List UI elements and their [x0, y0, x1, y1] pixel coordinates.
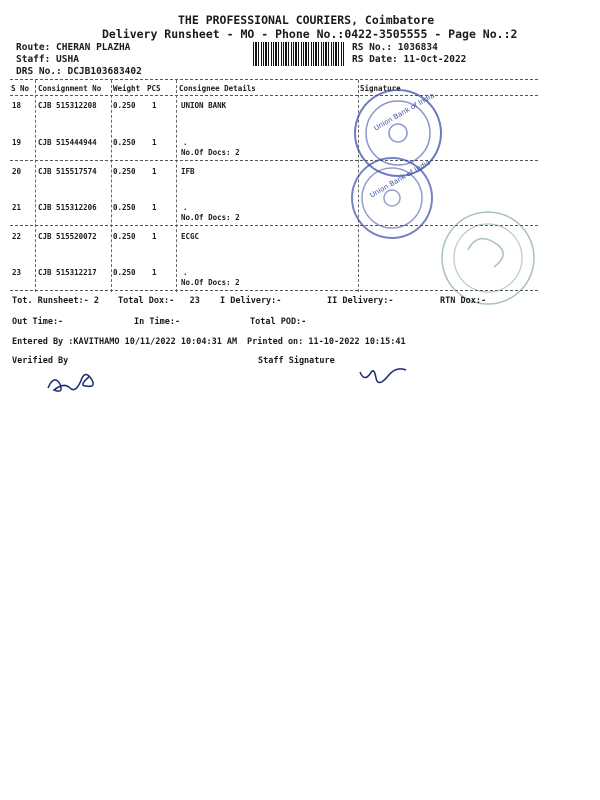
col-header-pcs: PCS: [147, 84, 161, 93]
row-docs: No.Of Docs: 2: [181, 148, 240, 157]
total-runsheet: Tot. Runsheet:- 2: [12, 296, 99, 306]
row-sno: 19: [12, 138, 22, 147]
out-time: Out Time:-: [12, 317, 64, 327]
row-consignee: .: [183, 268, 188, 277]
row-weight: 0.250: [113, 167, 136, 176]
staff-signature-label: Staff Signature: [258, 356, 335, 366]
row-docs: No.Of Docs: 2: [181, 213, 240, 222]
ii-delivery: II Delivery:-: [327, 296, 394, 306]
col-header-signature: Signature: [360, 84, 401, 93]
row-consignment: CJB 515517574: [38, 167, 97, 176]
row-consignee: .: [183, 203, 188, 212]
row-consignee: .: [183, 138, 188, 147]
row-pcs: 1: [152, 101, 157, 110]
row-weight: 0.250: [113, 203, 136, 212]
i-delivery: I Delivery:-: [220, 296, 282, 306]
row-sno: 21: [12, 203, 22, 212]
in-time: In Time:-: [134, 317, 181, 327]
row-consignment: CJB 515312217: [38, 268, 97, 277]
row-weight: 0.250: [113, 101, 136, 110]
row-consignment: CJB 515312206: [38, 203, 97, 212]
route-label: Route: CHERAN PLAZHA: [16, 42, 131, 53]
total-dox: Total Dox:- 23: [118, 296, 200, 306]
row-weight: 0.250: [113, 268, 136, 277]
staff-label: Staff: USHA: [16, 54, 79, 65]
entered-by: Entered By :KAVITHAMO 10/11/2022 10:04:31 AM: [12, 337, 238, 347]
row-pcs: 1: [152, 268, 157, 277]
company-title: THE PROFESSIONAL COURIERS, Coimbatore: [178, 13, 435, 27]
row-pcs: 1: [152, 138, 157, 147]
row-sno: 20: [12, 167, 22, 176]
row-consignee: ECGC: [181, 232, 200, 241]
row-pcs: 1: [152, 167, 157, 176]
row-consignment: CJB 515520072: [38, 232, 97, 241]
rs-date: RS Date: 11-Oct-2022: [352, 54, 467, 65]
row-consignee: IFB: [181, 167, 195, 176]
rtn-dox: RTN Dox:-: [440, 296, 487, 306]
row-sno: 22: [12, 232, 22, 241]
row-weight: 0.250: [113, 232, 136, 241]
row-weight: 0.250: [113, 138, 136, 147]
stamp-text: Union Bank of India: [372, 91, 436, 133]
stamp-text: Union Bank of India: [368, 158, 432, 200]
rs-number: RS No.: 1036834: [352, 42, 438, 53]
runsheet-subtitle: Delivery Runsheet - MO - Phone No.:0422-3505555 - Page No.:2: [102, 27, 518, 41]
row-pcs: 1: [152, 232, 157, 241]
col-header-weight: Weight: [113, 84, 141, 93]
row-consignment: CJB 515444944: [38, 138, 97, 147]
verified-by-label: Verified By: [12, 356, 69, 366]
col-header-sno: S No: [11, 84, 30, 93]
row-sno: 23: [12, 268, 22, 277]
row-sno: 18: [12, 101, 22, 110]
drs-number: DRS No.: DCJB103683402: [16, 66, 142, 77]
row-consignee: UNION BANK: [181, 101, 227, 110]
row-consignment: CJB 515312208: [38, 101, 97, 110]
row-docs: No.Of Docs: 2: [181, 278, 240, 287]
col-header-consignment: Consignment No: [38, 84, 102, 93]
total-pod: Total POD:-: [250, 317, 307, 327]
printed-on: Printed on: 11-10-2022 10:15:41: [247, 337, 406, 347]
row-pcs: 1: [152, 203, 157, 212]
col-header-consignee: Consignee Details: [179, 84, 256, 93]
